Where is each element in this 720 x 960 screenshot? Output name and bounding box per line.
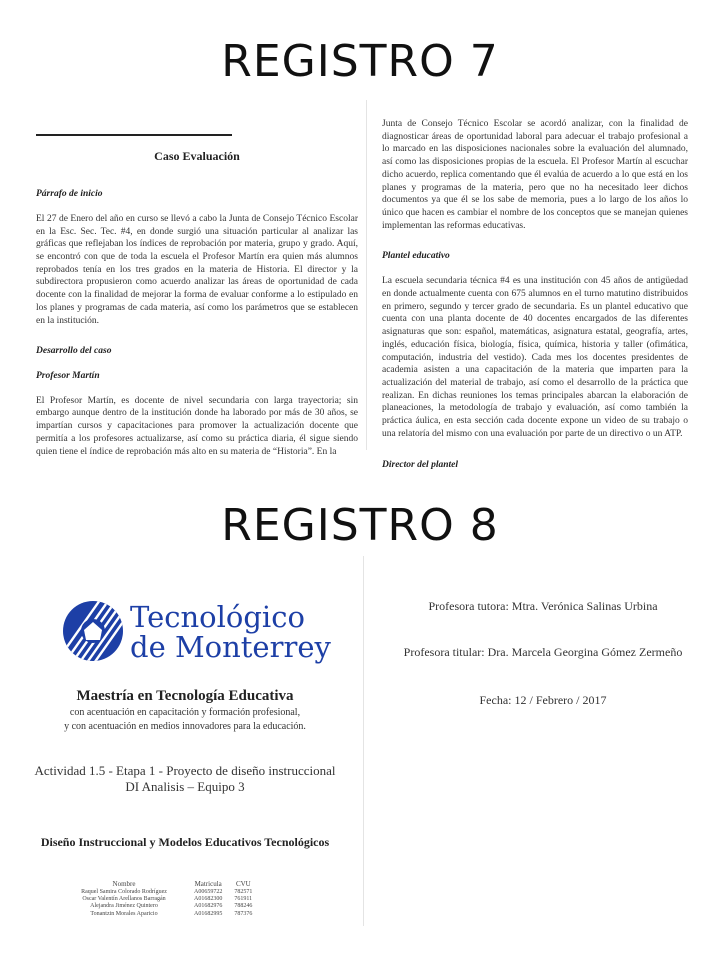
member-cvu: 788246 — [234, 903, 253, 910]
member-name: Alejandra Jiménez Quintero — [90, 903, 158, 910]
tec-seal-icon — [62, 600, 124, 662]
titular-line: Profesora titular: Dra. Marcela Georgina Gómez Zermeño — [403, 645, 683, 660]
registro-7-left-page — [36, 118, 358, 457]
column-header: CVU — [235, 879, 251, 888]
course-title: Diseño Instruccional y Modelos Educativos Tecnológicos — [40, 834, 330, 849]
member-cvu: 761911 — [234, 896, 253, 903]
member-cvu: 782571 — [234, 889, 253, 896]
team-table — [60, 880, 258, 918]
logo-line-1: Tecnológico — [130, 600, 305, 634]
registro-8-info-page — [382, 560, 704, 760]
header-rule — [36, 134, 232, 136]
table-row — [60, 896, 258, 903]
logo-line-2: de Monterrey — [130, 630, 331, 665]
paragraph-plantel: La escuela secundaria técnica #4 es una institución con 45 años de antigüedad en donde actualmente cuenta con 675 alumnos en el turno matutino distribuidos en primero, segundo y tercer grado de secundaria. Es un plantel educativo que cuenta con una planta docente de 40 docentes encargados de las diferentes asignaturas que son: español, matemáticas, asignatura estatal, geografía, artes, inglés, educación física, biología, física, química, historia y taller (ofimática, computación, industria del vestido). Cada mes los docentes presidentes de academia asisten a una capacitación de la materia que imparten para la actualización del material de trabajo, así como el desarrollo de la práctica que realizan. En dichas reuniones los temas principales abarcan la elaboración de planeaciones, la metodología de trabajo y evaluación, así como también la práctica áulica, en esta sección cada docente expone un video de su trabajo o una relatoría del mismo con una evaluación por parte de un directivo o un ATP. — [382, 276, 688, 439]
tec-monterrey-logo — [18, 590, 352, 666]
page-divider — [363, 556, 364, 926]
table-row — [60, 903, 258, 910]
registro-7-title: REGISTRO 7 — [221, 36, 499, 87]
heading-plantel: Plantel educativo — [382, 251, 450, 262]
degree-sub-1: con acentuación en capacitación y formación profesional, — [69, 707, 301, 719]
registro-8-cover-page — [18, 590, 352, 940]
member-name: Oscar Valentín Arellanos Barragán — [82, 896, 166, 903]
column-header: Matricula — [194, 879, 222, 888]
table-row — [60, 911, 258, 918]
paragraph-inicio: El 27 de Enero del año en curso se llevó a cabo la Junta de Consejo Técnico Escolar en la Esc. Sec. Tec. #4, en donde surgió una situación particular al analizar las gráficas que reflejaban los índices de reprobación por materia, grupo y grado. Aquí, se encontró con que de toda la escuela el Profesor Martín era quien más alumnos reprobados tenía en los tres grados en la materia de Historia. El director y la subdirectora propusieron como acuerdo analizar las áreas de oportunidad de cada docente con la finalidad de mejorar la forma de evaluar conforme a lo estipulado en los planes y programas de cada materia, así como los parámetros que se establecen en la institución. — [36, 213, 358, 326]
tutora-line: Profesora tutora: Mtra. Verónica Salinas Urbina — [428, 599, 658, 613]
paragraph-profesor: El Profesor Martín, es docente de nivel secundaria con larga trayectoria; sin embargo aunque dentro de la institución donde ha laborado por más de 30 años, se impartían cursos y capacitaciones para promover la actualización docente que permitía a los profesores actualizarse, así como su práctica diaria, él sigue siendo quien tiene el índice de reprobación más alto en su materia de “Historia”. En la — [36, 395, 358, 457]
column-header: Nombre — [112, 879, 136, 888]
activity-title: Actividad 1.5 - Etapa 1 - Proyecto de diseño instruccional DI Analisis – Equipo 3 — [34, 763, 336, 795]
member-cvu: 787376 — [234, 910, 253, 917]
member-name: Tonantzin Morales Aparicio — [90, 910, 158, 917]
member-matricula: A01682300 — [194, 896, 223, 903]
degree-sub-2: y con acentuación en medios innovadores para la educación. — [64, 720, 306, 732]
case-title: Caso Evaluación — [154, 149, 240, 163]
member-name: Raquel Samira Colorado Rodríguez — [81, 889, 167, 896]
registro-7-right-page — [382, 118, 688, 470]
member-matricula: A01682995 — [194, 910, 223, 917]
team-table-header — [60, 880, 258, 889]
page-divider — [366, 100, 367, 450]
registro-8-title: REGISTRO 8 — [221, 500, 499, 551]
degree-title: Maestría en Tecnología Educativa — [76, 688, 294, 704]
member-matricula: A00659722 — [194, 889, 223, 896]
table-row — [60, 889, 258, 896]
fecha-line: Fecha: 12 / Febrero / 2017 — [479, 693, 607, 708]
heading-inicio: Párrafo de inicio — [36, 189, 103, 200]
member-matricula: A01682976 — [194, 903, 223, 910]
heading-director: Director del plantel — [382, 459, 458, 470]
heading-profesor: Profesor Martín — [36, 370, 100, 381]
heading-desarrollo: Desarrollo del caso — [36, 346, 112, 357]
paragraph-continuacion: Junta de Consejo Técnico Escolar se acordó analizar, con la finalidad de diagnosticar áreas de oportunidad laboral para adecuar el trabajo profesional a lo marcado en las disposiciones nacionales sobre la evaluación del alumnado, así como las disposiciones propias de la escuela. El Profesor Martín al escuchar dicho acuerdo, replica comentando que él evalúa de acuerdo a lo que está en los planes y programas de la materia, pero que no ha necesitado leer dichos documentos ya que él se los sabe de memoria, pues a lo largo de los años lo único que hacen es cambiar el nombre de los conceptos que se manejan quienes implementan las reformas educativas. — [382, 119, 688, 231]
